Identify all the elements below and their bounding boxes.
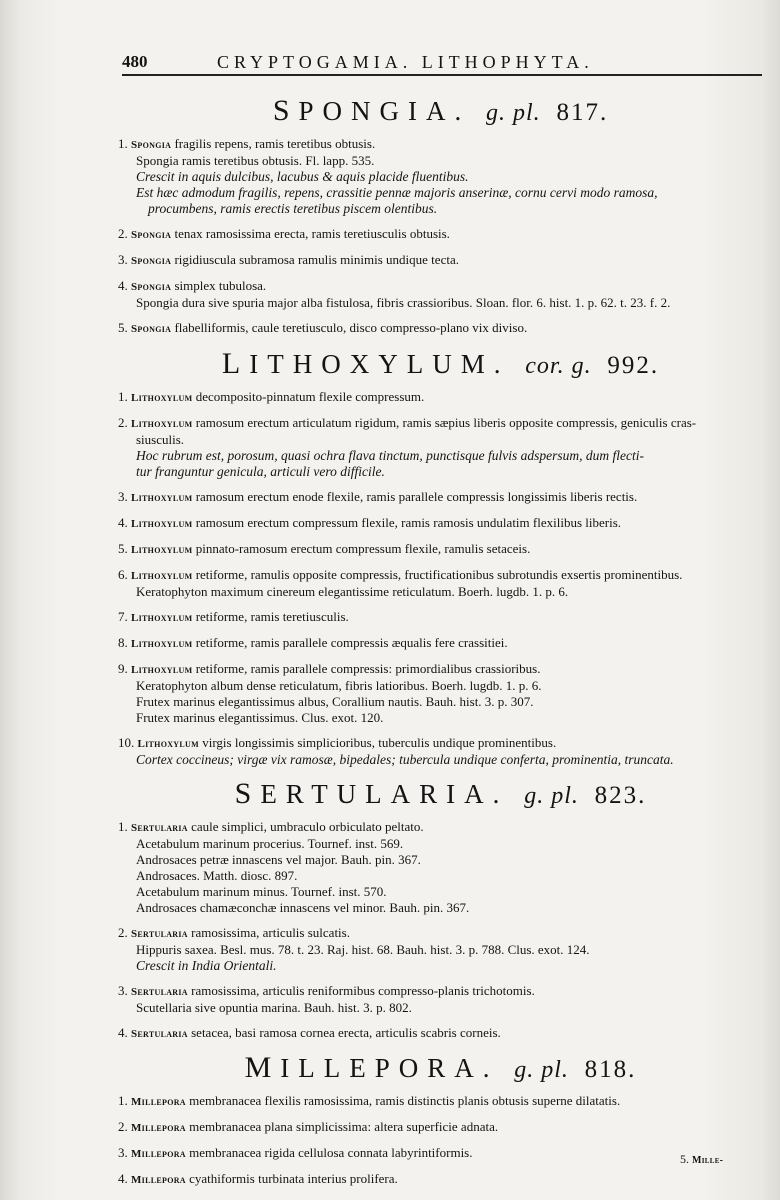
species-entry bbox=[118, 489, 763, 506]
entry-number: 1. bbox=[118, 1093, 128, 1108]
running-title: CRYPTOGAMIA. LITHOPHYTA. bbox=[217, 52, 594, 72]
genus-name: ITHOXYLUM. bbox=[249, 349, 510, 379]
entry-number: 3. bbox=[118, 252, 128, 267]
species-entry bbox=[118, 320, 763, 337]
genus-reference: g. pl. bbox=[486, 100, 541, 126]
note-line: Hoc rubrum est, porosum, quasi ochra flava tinctum, punctisque fulvis adspersum, dum flecti- bbox=[136, 448, 644, 463]
entry-diagnosis: rigidiuscula subramosa ramulis minimis undique tecta. bbox=[174, 252, 459, 267]
entry-number: 5. bbox=[118, 320, 128, 335]
genus-name: ILLEPORA. bbox=[280, 1053, 499, 1083]
species-entry bbox=[118, 252, 763, 269]
note-line: tur franguntur genicula, articuli vero difficile. bbox=[136, 464, 385, 479]
species-entry bbox=[118, 735, 763, 768]
entry-genus: Spongia bbox=[131, 323, 172, 335]
species-entry bbox=[118, 635, 763, 652]
entry-number: 2. bbox=[118, 1119, 128, 1134]
entry-diagnosis: simplex tubulosa. bbox=[174, 278, 267, 293]
entry-diagnosis: retiforme, ramulis opposite compressis, fructificationibus subrotundis exsertis prominentibus. bbox=[195, 567, 683, 582]
entry-number: 1. bbox=[118, 389, 128, 404]
entry-number: 2. bbox=[118, 415, 128, 430]
synonym-line: Spongia ramis teretibus obtusis. Fl. lapp. 535. bbox=[136, 153, 375, 168]
entry-genus: Lithoxylum bbox=[131, 638, 193, 650]
entry-genus: Lithoxylum bbox=[131, 392, 193, 404]
entry-genus: Lithoxylum bbox=[131, 544, 193, 556]
entry-diagnosis: decomposito-pinnatum flexile compressum. bbox=[195, 389, 425, 404]
species-entry bbox=[118, 278, 763, 311]
entry-genus: Lithoxylum bbox=[137, 738, 199, 750]
species-entry bbox=[118, 389, 763, 406]
species-entry bbox=[118, 1025, 763, 1042]
entry-genus: Millepora bbox=[131, 1096, 186, 1108]
genus-section bbox=[118, 1051, 763, 1188]
running-head bbox=[122, 50, 762, 80]
synonym-line: Frutex marinus elegantissimus. Clus. exot. 120. bbox=[136, 710, 384, 725]
entry-diagnosis: cyathiformis turbinata interius prolifera. bbox=[189, 1171, 398, 1186]
species-entry bbox=[118, 925, 763, 974]
species-entry bbox=[118, 567, 763, 600]
genus-section bbox=[118, 777, 763, 1042]
genus-heading bbox=[118, 347, 763, 381]
entry-genus: Spongia bbox=[131, 281, 172, 293]
entry-number: 1. bbox=[118, 819, 128, 834]
entry-genus: Millepora bbox=[131, 1122, 186, 1134]
species-entry bbox=[118, 1093, 763, 1110]
genus-reference: g. pl. bbox=[524, 783, 579, 809]
note-line: Cortex coccineus; virgæ vix ramosæ, bipedales; tubercula undique conferta, prominentia, truncata. bbox=[136, 752, 674, 767]
entry-number: 4. bbox=[118, 1171, 128, 1186]
entry-genus: Millepora bbox=[131, 1174, 186, 1186]
synonym-line: Hippuris saxea. Besl. mus. 78. t. 23. Raj. hist. 68. Bauh. hist. 3. p. 788. Clus. exot. 124. bbox=[136, 942, 590, 957]
entry-genus: Lithoxylum bbox=[131, 570, 193, 582]
synonym-line: Spongia dura sive spuria major alba fistulosa, fibris crassioribus. Sloan. flor. 6. hist. 1. p. 62. t. 23. f. 2. bbox=[136, 295, 671, 310]
genus-heading bbox=[118, 94, 763, 128]
genus-number: 992. bbox=[607, 352, 660, 379]
entry-genus: Sertularia bbox=[131, 986, 188, 998]
entry-diagnosis: caule simplici, umbraculo orbiculato peltato. bbox=[191, 819, 424, 834]
synonym-line: Frutex marinus elegantissimus albus, Corallium nautis. Bauh. hist. 3. p. 307. bbox=[136, 694, 534, 709]
entry-diagnosis: membranacea flexilis ramosissima, ramis distinctis planis obtusis superne dilatatis. bbox=[189, 1093, 621, 1108]
genus-initial: S bbox=[234, 777, 261, 810]
page-number: 480 bbox=[122, 52, 148, 71]
species-entry bbox=[118, 1119, 763, 1136]
note-line: Crescit in India Orientali. bbox=[136, 958, 277, 973]
species-entry bbox=[118, 136, 763, 217]
genus-number: 823. bbox=[594, 782, 647, 809]
entry-diagnosis: retiforme, ramis parallele compressis æqualis fere crassitiei. bbox=[195, 635, 508, 650]
species-entry bbox=[118, 983, 763, 1016]
species-entry bbox=[118, 819, 763, 916]
entry-number: 1. bbox=[118, 136, 128, 151]
species-entry bbox=[118, 226, 763, 243]
note-line: Est hæc admodum fragilis, repens, crassitie pennæ majoris anserinæ, cornu cervi modo ramosa, bbox=[136, 185, 658, 200]
page-body bbox=[118, 88, 763, 1197]
entry-diagnosis: setacea, basi ramosa cornea erecta, articulis scabris corneis. bbox=[191, 1025, 501, 1040]
entry-diagnosis: flabelliformis, caule teretiusculo, disco compresso-plano vix diviso. bbox=[174, 320, 528, 335]
entry-number: 5. bbox=[118, 541, 128, 556]
synonym-line: Androsaces chamæconchæ innascens vel minor. Bauh. pin. 367. bbox=[136, 900, 470, 915]
entry-genus: Spongia bbox=[131, 255, 172, 267]
species-entry bbox=[118, 541, 763, 558]
header-rule bbox=[122, 74, 762, 76]
entry-genus: Lithoxylum bbox=[131, 418, 193, 430]
entry-number: 4. bbox=[118, 515, 128, 530]
entry-genus: Spongia bbox=[131, 139, 172, 151]
genus-name: PONGIA. bbox=[298, 96, 471, 126]
genus-number: 817. bbox=[556, 99, 609, 126]
note-line: procumbens, ramis erectis teretibus piscem olentibus. bbox=[148, 201, 438, 216]
entry-number: 3. bbox=[118, 983, 128, 998]
entry-diagnosis: ramosum erectum compressum flexile, ramis ramosis undulatim flexilibus liberis. bbox=[195, 515, 622, 530]
entry-diagnosis: ramosissima, articulis sulcatis. bbox=[191, 925, 350, 940]
entry-number: 3. bbox=[118, 1145, 128, 1160]
entry-genus: Lithoxylum bbox=[131, 664, 193, 676]
entry-number: 10. bbox=[118, 735, 135, 750]
entry-number: 6. bbox=[118, 567, 128, 582]
genus-reference: cor. g. bbox=[525, 353, 592, 379]
synonym-line: Keratophyton maximum cinereum elegantissime reticulatum. Boerh. lugdb. 1. p. 6. bbox=[136, 584, 569, 599]
entry-genus: Sertularia bbox=[131, 822, 188, 834]
entry-number: 4. bbox=[118, 278, 128, 293]
species-entry bbox=[118, 609, 763, 626]
entry-genus: Lithoxylum bbox=[131, 518, 193, 530]
entry-number: 9. bbox=[118, 661, 128, 676]
species-entry bbox=[118, 515, 763, 532]
entry-diagnosis: membranacea rigida cellulosa connata labyrintiformis. bbox=[189, 1145, 473, 1160]
entry-number: 2. bbox=[118, 925, 128, 940]
catchword: 5. Mille- bbox=[680, 1152, 724, 1166]
entry-genus: Spongia bbox=[131, 229, 172, 241]
entry-diagnosis: retiforme, ramis parallele compressis: primordialibus crassioribus. bbox=[195, 661, 541, 676]
synonym-line: Keratophyton album dense reticulatum, fibris latioribus. Boerh. lugdb. 1. p. 6. bbox=[136, 678, 542, 693]
genus-initial: L bbox=[221, 347, 250, 380]
entry-diagnosis: pinnato-ramosum erectum compressum flexile, ramulis setaceis. bbox=[195, 541, 531, 556]
entry-number: 8. bbox=[118, 635, 128, 650]
genus-initial: S bbox=[272, 94, 299, 127]
genus-heading bbox=[118, 1051, 763, 1085]
entry-genus: Millepora bbox=[131, 1148, 186, 1160]
entry-number: 4. bbox=[118, 1025, 128, 1040]
entry-diagnosis: fragilis repens, ramis teretibus obtusis. bbox=[174, 136, 376, 151]
synonym-line: siusculis. bbox=[136, 432, 185, 447]
entry-diagnosis: ramosum erectum enode flexile, ramis parallele compressis longissimis liberis rectis. bbox=[195, 489, 638, 504]
entry-number: 7. bbox=[118, 609, 128, 624]
synonym-line: Acetabulum marinum procerius. Tournef. inst. 569. bbox=[136, 836, 404, 851]
entry-diagnosis: tenax ramosissima erecta, ramis teretiusculis obtusis. bbox=[174, 226, 450, 241]
species-entry bbox=[118, 1145, 763, 1162]
genus-name: ERTULARIA. bbox=[260, 779, 509, 809]
entry-diagnosis: membranacea plana simplicissima: altera superficie adnata. bbox=[189, 1119, 499, 1134]
entry-number: 2. bbox=[118, 226, 128, 241]
synonym-line: Androsaces. Matth. diosc. 897. bbox=[136, 868, 298, 883]
entry-diagnosis: retiforme, ramis teretiusculis. bbox=[195, 609, 349, 624]
genus-number: 818. bbox=[584, 1056, 637, 1083]
genus-section bbox=[118, 94, 763, 337]
synonym-line: Scutellaria sive opuntia marina. Bauh. hist. 3. p. 802. bbox=[136, 1000, 412, 1015]
note-line: Crescit in aquis dulcibus, lacubus & aquis placide fluentibus. bbox=[136, 169, 469, 184]
entry-genus: Lithoxylum bbox=[131, 612, 193, 624]
synonym-line: Acetabulum marinum minus. Tournef. inst. 570. bbox=[136, 884, 387, 899]
species-entry bbox=[118, 415, 763, 480]
genus-heading bbox=[118, 777, 763, 811]
entry-genus: Sertularia bbox=[131, 928, 188, 940]
entry-genus: Sertularia bbox=[131, 1028, 188, 1040]
synonym-line: Androsaces petræ innascens vel major. Bauh. pin. 367. bbox=[136, 852, 421, 867]
entry-genus: Lithoxylum bbox=[131, 492, 193, 504]
genus-reference: g. pl. bbox=[514, 1057, 569, 1083]
species-entry bbox=[118, 661, 763, 726]
genus-initial: M bbox=[244, 1051, 281, 1084]
entry-number: 3. bbox=[118, 489, 128, 504]
species-entry bbox=[118, 1171, 763, 1188]
entry-diagnosis: ramosum erectum articulatum rigidum, ramis sæpius liberis opposite compressis, geniculis cras- bbox=[195, 415, 697, 430]
genus-section bbox=[118, 347, 763, 768]
entry-diagnosis: virgis longissimis simplicioribus, tuberculis undique prominentibus. bbox=[202, 735, 557, 750]
entry-diagnosis: ramosissima, articulis reniformibus compresso-planis trichotomis. bbox=[191, 983, 535, 998]
